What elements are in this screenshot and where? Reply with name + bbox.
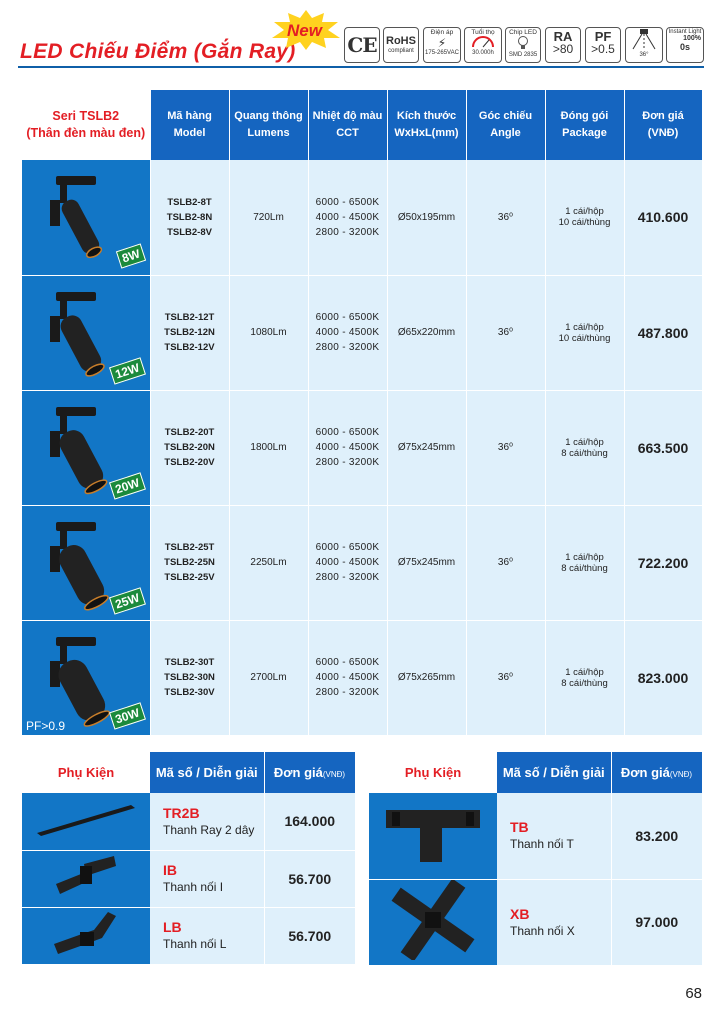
model-cell: TSLB2-12T TSLB2-12N TSLB2-12V xyxy=(150,275,229,390)
gauge-icon xyxy=(471,36,495,48)
accessory-image xyxy=(22,907,150,964)
col-package: Đóng gói Package xyxy=(545,90,624,160)
table-row xyxy=(22,620,702,735)
angle-cell: 36⁰ xyxy=(466,160,545,275)
size-cell: Ø50x195mm xyxy=(387,160,466,275)
x-connector-icon xyxy=(378,880,488,960)
accessories-title: Phụ Kiện xyxy=(369,752,497,793)
product-image xyxy=(22,505,150,620)
accessory-row xyxy=(369,879,702,965)
package-cell: 1 cái/hộp 8 cái/thùng xyxy=(545,390,624,505)
angle-cell: 36⁰ xyxy=(466,390,545,505)
col-size: Kích thước WxHxL(mm) xyxy=(387,90,466,160)
voltage-cert: Điện áp ⚡ 175-265VAC xyxy=(423,27,461,63)
accessory-desc xyxy=(497,879,611,965)
accessory-code: IB xyxy=(163,862,177,878)
cct-cell: 6000 - 6500K 4000 - 4500K 2800 - 3200K xyxy=(308,275,387,390)
angle-cell: 36⁰ xyxy=(466,505,545,620)
wattage-badge: 12W xyxy=(109,357,146,384)
accessory-row xyxy=(22,907,355,964)
accessory-desc xyxy=(150,907,264,964)
package-cell: 1 cái/hộp 10 cái/thùng xyxy=(545,160,624,275)
accessory-row xyxy=(22,793,355,850)
track-light-icon xyxy=(36,172,126,267)
col-price: Đơn giá (VNĐ) xyxy=(624,90,702,160)
accessory-code: TR2B xyxy=(163,804,200,821)
acc-col-code: Mã số / Diễn giải xyxy=(497,752,611,793)
accessory-image xyxy=(369,879,497,965)
accessory-name: Thanh nối X xyxy=(510,923,575,938)
lumens-cell: 2700Lm xyxy=(229,620,308,735)
col-model: Mã hàng Model xyxy=(150,90,229,160)
accessory-code: XB xyxy=(510,905,530,922)
lumens-cell: 720Lm xyxy=(229,160,308,275)
lumens-cell: 2250Lm xyxy=(229,505,308,620)
accessory-image xyxy=(22,793,150,850)
accessory-name: Thanh nối L xyxy=(163,937,227,951)
acc-col-code: Mã số / Diễn giải xyxy=(150,752,264,793)
page-title: LED Chiếu Điểm (Gắn Ray) xyxy=(20,40,296,63)
acc-header-row xyxy=(369,752,702,793)
model-cell: TSLB2-30T TSLB2-30N TSLB2-30V xyxy=(150,620,229,735)
pf-cert: PF >0.5 xyxy=(585,27,621,63)
accessory-image xyxy=(369,793,497,879)
rohs-cert: RoHS compliant xyxy=(383,27,419,63)
pf-note: PF>0.9 xyxy=(26,718,66,733)
table-row xyxy=(22,390,702,505)
table-row xyxy=(22,505,702,620)
new-badge xyxy=(270,10,342,50)
accessory-price: 56.700 xyxy=(264,907,355,964)
product-image xyxy=(22,620,150,735)
package-cell: 1 cái/hộp 10 cái/thùng xyxy=(545,275,624,390)
angle-cell: 36⁰ xyxy=(466,620,545,735)
price-cell: 487.800 xyxy=(624,275,702,390)
cct-cell: 6000 - 6500K 4000 - 4500K 2800 - 3200K xyxy=(308,390,387,505)
ce-cert: CE xyxy=(344,27,380,63)
acc-col-price: Đơn giá(VNĐ) xyxy=(264,752,355,793)
new-label: New xyxy=(287,21,322,40)
accessory-price: 164.000 xyxy=(264,793,355,850)
model-cell: TSLB2-8T TSLB2-8N TSLB2-8V xyxy=(150,160,229,275)
product-image xyxy=(22,390,150,505)
chip-cert: Chip LED SMD 2835 xyxy=(505,27,541,63)
acc-col-price: Đơn giá(VNĐ) xyxy=(611,752,702,793)
l-connector-icon xyxy=(46,908,126,958)
accessory-code: LB xyxy=(163,919,182,935)
accessory-name: Thanh nối I xyxy=(163,880,224,894)
rail-icon xyxy=(31,799,141,839)
table-header-row xyxy=(22,90,702,160)
accessory-desc xyxy=(497,793,611,879)
size-cell: Ø75x265mm xyxy=(387,620,466,735)
accessory-code: TB xyxy=(510,819,529,836)
acc-header-row xyxy=(22,752,355,793)
beam-angle-icon xyxy=(629,28,659,50)
size-cell: Ø65x220mm xyxy=(387,275,466,390)
accessory-price: 83.200 xyxy=(611,793,702,879)
angle-cert: 36° xyxy=(625,27,663,63)
price-cell: 663.500 xyxy=(624,390,702,505)
cct-cell: 6000 - 6500K 4000 - 4500K 2800 - 3200K xyxy=(308,620,387,735)
model-cell: TSLB2-25T TSLB2-25N TSLB2-25V xyxy=(150,505,229,620)
i-connector-icon xyxy=(46,854,126,898)
accessory-price: 97.000 xyxy=(611,879,702,965)
product-spec-table xyxy=(22,90,703,736)
size-cell: Ø75x245mm xyxy=(387,390,466,505)
price-cell: 823.000 xyxy=(624,620,702,735)
accessory-name: Thanh Ray 2 dây xyxy=(163,822,255,837)
accessory-row xyxy=(369,793,702,879)
accessories-table-right xyxy=(369,752,703,966)
cct-cell: 6000 - 6500K 4000 - 4500K 2800 - 3200K xyxy=(308,505,387,620)
lumens-cell: 1080Lm xyxy=(229,275,308,390)
accessory-price: 56.700 xyxy=(264,850,355,907)
wattage-badge: 20W xyxy=(109,472,146,499)
accessory-image xyxy=(22,850,150,907)
ra-cert: RA >80 xyxy=(545,27,581,63)
accessory-desc xyxy=(150,793,264,850)
bulb-icon xyxy=(517,36,529,50)
cct-cell: 6000 - 6500K 4000 - 4500K 2800 - 3200K xyxy=(308,160,387,275)
product-image xyxy=(22,275,150,390)
price-cell: 722.200 xyxy=(624,505,702,620)
package-cell: 1 cái/hộp 8 cái/thùng xyxy=(545,505,624,620)
page-number: 68 xyxy=(685,985,702,1002)
wattage-badge: 25W xyxy=(109,587,146,614)
accessories-table-left xyxy=(22,752,356,965)
wattage-badge: 30W xyxy=(109,702,146,729)
col-angle: Góc chiếu Angle xyxy=(466,90,545,160)
series-heading: Seri TSLB2 (Thân đèn màu đen) xyxy=(22,90,150,160)
title-underline xyxy=(18,66,704,68)
model-cell: TSLB2-20T TSLB2-20N TSLB2-20V xyxy=(150,390,229,505)
accessories-title: Phụ Kiện xyxy=(22,752,150,793)
wattage-badge: 8W xyxy=(115,243,145,268)
lifetime-cert: Tuổi thọ 30.000h xyxy=(464,27,502,63)
t-connector-icon xyxy=(378,798,488,868)
package-cell: 1 cái/hộp 8 cái/thùng xyxy=(545,620,624,735)
product-image xyxy=(22,160,150,275)
instant-light-cert: Instant Light 100% 0s xyxy=(666,27,704,63)
table-row xyxy=(22,275,702,390)
size-cell: Ø75x245mm xyxy=(387,505,466,620)
accessory-row xyxy=(22,850,355,907)
col-lumens: Quang thông Lumens xyxy=(229,90,308,160)
accessory-name: Thanh nối T xyxy=(510,837,574,852)
lightning-icon: ⚡ xyxy=(437,36,447,50)
price-cell: 410.600 xyxy=(624,160,702,275)
table-row xyxy=(22,160,702,275)
col-cct: Nhiệt độ màu CCT xyxy=(308,90,387,160)
accessory-desc xyxy=(150,850,264,907)
angle-cell: 36⁰ xyxy=(466,275,545,390)
lumens-cell: 1800Lm xyxy=(229,390,308,505)
